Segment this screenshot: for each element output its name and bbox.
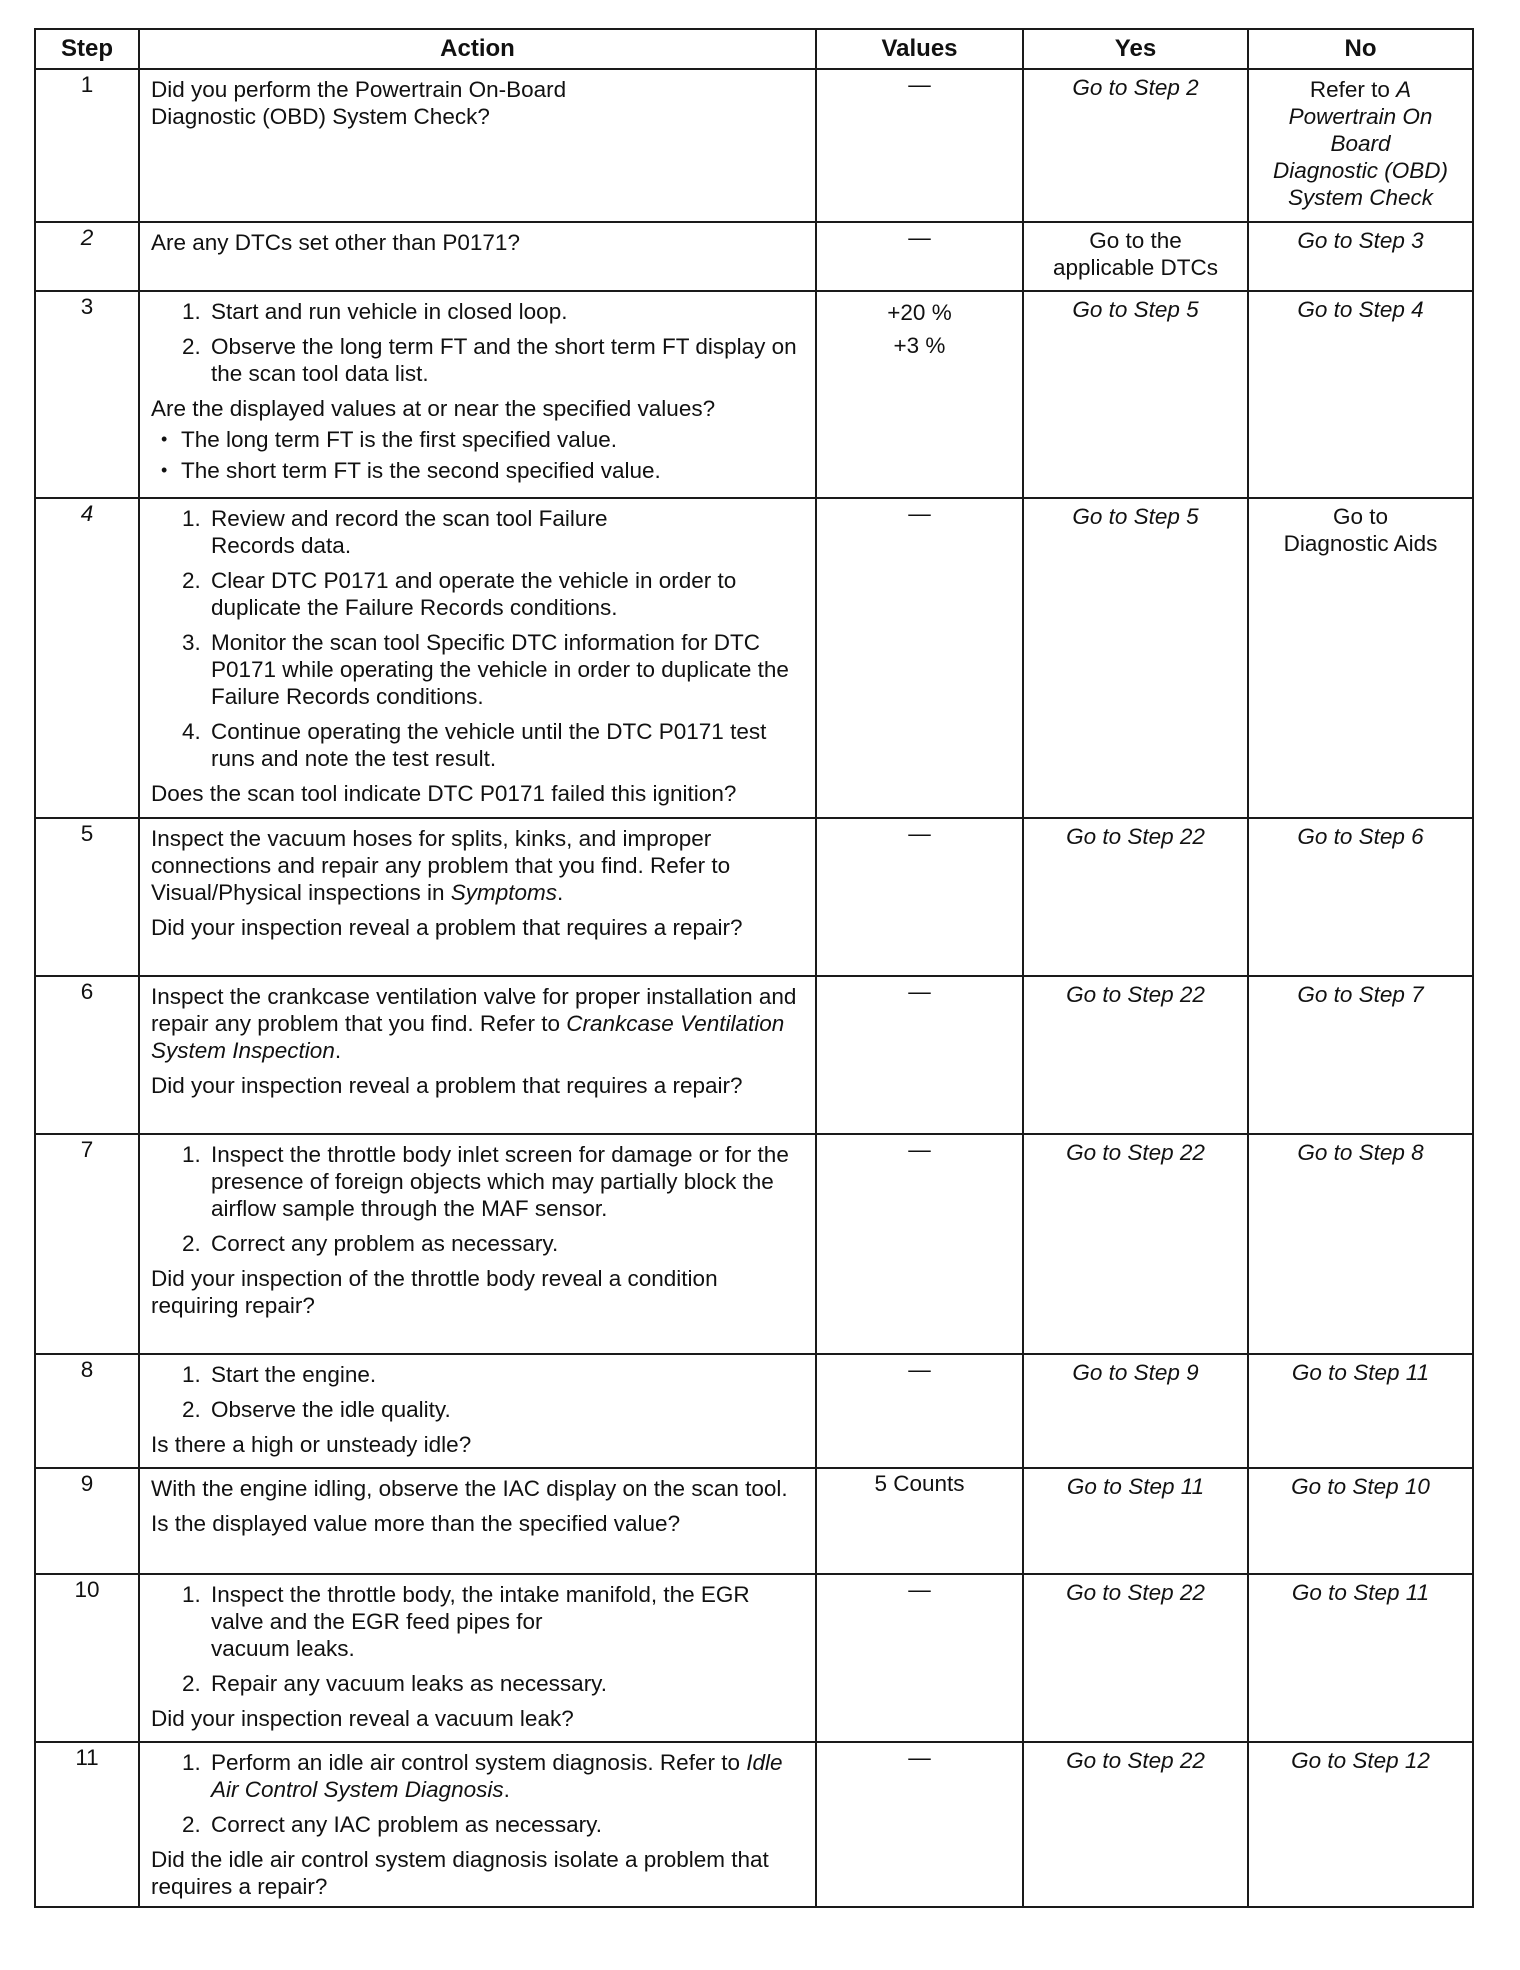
action-step-text: Correct any IAC problem as necessary. (211, 1812, 602, 1837)
action-question: Did you perform the Powertrain On-Board Diagnostic (OBD) System Check? (151, 77, 567, 129)
action-paragraph-end: . (557, 880, 564, 905)
no-cell (1248, 69, 1473, 222)
header-action: Action (139, 29, 816, 69)
step-number: 7 (35, 1134, 139, 1354)
yes-cell: Go to Step 5 (1023, 498, 1248, 818)
action-cell (139, 222, 816, 291)
action-steps (151, 1749, 807, 1838)
action-question: Does the scan tool indicate DTC P0171 failed this ignition? (151, 781, 737, 806)
table-row-step-4 (35, 498, 1473, 818)
step-number: 9 (35, 1468, 139, 1574)
yes-cell: Go to Step 2 (1023, 69, 1248, 222)
action-step-item: 2. Observe the long term FT and the short term FT display on the scan tool data list. (207, 333, 807, 387)
no-cell (1248, 1468, 1473, 1574)
action-cell (139, 291, 816, 498)
table-header-row (35, 29, 1473, 69)
step-number: 8 (35, 1354, 139, 1468)
action-cell (139, 1354, 816, 1468)
header-yes: Yes (1023, 29, 1248, 69)
no-text: Go to Step 11 (1291, 1360, 1430, 1385)
value-short-term-ft: +3 % (893, 333, 946, 358)
action-step-item: 1. Review and record the scan tool Failure Records data. (207, 505, 807, 559)
no-text: Go to Step 7 (1297, 982, 1424, 1007)
action-steps (151, 505, 807, 772)
action-bullet-item: • The long term FT is the first specified value. (181, 426, 807, 453)
action-paragraph-end: . (334, 1038, 342, 1063)
action-step-item: 1. Start the engine. (207, 1361, 807, 1388)
values-cell: — (816, 1742, 1023, 1907)
yes-cell: Go to Step 9 (1023, 1354, 1248, 1468)
action-cell (139, 498, 816, 818)
no-cell (1248, 1134, 1473, 1354)
yes-cell: Go to Step 11 (1023, 1468, 1248, 1574)
action-step-item: 2. Repair any vacuum leaks as necessary. (207, 1670, 807, 1697)
yes-cell: Go to Step 22 (1023, 1134, 1248, 1354)
values-cell: — (816, 69, 1023, 222)
no-cell (1248, 222, 1473, 291)
no-text: Go to Step 4 (1297, 297, 1424, 322)
value-long-term-ft: +20 % (887, 300, 952, 325)
action-steps (151, 1141, 807, 1257)
values-cell: — (816, 976, 1023, 1134)
values-cell: — (816, 1354, 1023, 1468)
no-cell (1248, 818, 1473, 976)
action-step-item: 1. Inspect the throttle body inlet screen for damage or for the presence of foreign objects which may partially block the airflow sample through the MAF sensor. (207, 1141, 807, 1222)
action-steps (151, 1361, 807, 1423)
step-number: 6 (35, 976, 139, 1134)
table-row-step-1 (35, 69, 1473, 222)
action-step-text: Perform an idle air control system diagnosis. Refer to (211, 1750, 747, 1775)
no-text: Go to Step 12 (1291, 1748, 1430, 1773)
yes-cell: Go to the applicable DTCs (1023, 222, 1248, 291)
step-number: 5 (35, 818, 139, 976)
action-step-item: 2. Observe the idle quality. (207, 1396, 807, 1423)
action-cell (139, 1468, 816, 1574)
diagnostic-table (34, 28, 1474, 1908)
action-step-item: 1. Inspect the throttle body, the intake manifold, the EGR valve and the EGR feed pipes for vacuum leaks. (207, 1581, 807, 1662)
action-cell (139, 69, 816, 222)
no-cell (1248, 291, 1473, 498)
action-step-end: . (503, 1777, 510, 1802)
step-number: 2 (35, 222, 139, 291)
step-number: 1 (35, 69, 139, 222)
table-row-step-10 (35, 1574, 1473, 1742)
header-no: No (1248, 29, 1473, 69)
values-cell: — (816, 222, 1023, 291)
table-row-step-3 (35, 291, 1473, 498)
yes-cell: Go to Step 22 (1023, 1742, 1248, 1907)
no-cell (1248, 1574, 1473, 1742)
action-question: Did your inspection reveal a vacuum leak? (151, 1706, 574, 1731)
action-cell (139, 818, 816, 976)
table-row-step-7 (35, 1134, 1473, 1354)
action-reference: Crankcase Ventilation System Inspection (151, 1011, 785, 1063)
yes-cell: Go to Step 22 (1023, 818, 1248, 976)
table-row-step-5 (35, 818, 1473, 976)
action-step-item: 4. Continue operating the vehicle until the DTC P0171 test runs and note the test result. (207, 718, 807, 772)
action-question: Are any DTCs set other than P0171? (151, 230, 520, 255)
action-reference: Symptoms (450, 880, 558, 905)
yes-cell: Go to Step 5 (1023, 291, 1248, 498)
action-step-item (207, 1811, 807, 1838)
no-text: Go to Step 8 (1297, 1140, 1424, 1165)
action-question: Did your inspection reveal a problem that requires a repair? (151, 915, 743, 940)
no-text: Go to Step 6 (1297, 824, 1424, 849)
table-row-step-9 (35, 1468, 1473, 1574)
table-row-step-8 (35, 1354, 1473, 1468)
action-steps (151, 1581, 807, 1697)
action-step-item (207, 1749, 807, 1803)
action-paragraph: With the engine idling, observe the IAC display on the scan tool. (151, 1476, 788, 1501)
table-row-step-11 (35, 1742, 1473, 1907)
action-question: Did your inspection of the throttle body reveal a condition requiring repair? (151, 1266, 718, 1318)
no-cell (1248, 1354, 1473, 1468)
yes-cell: Go to Step 22 (1023, 976, 1248, 1134)
action-paragraph-text: Inspect the crankcase ventilation valve for proper installation and repair any problem that you find. Refer to (151, 984, 797, 1036)
action-paragraph (151, 983, 807, 1064)
action-paragraph (151, 825, 807, 906)
action-cell (139, 1134, 816, 1354)
action-steps (151, 298, 807, 387)
no-text: Go to Step 3 (1297, 228, 1424, 253)
action-step-item: 1. Start and run vehicle in closed loop. (207, 298, 807, 325)
action-paragraph-text: Inspect the vacuum hoses for splits, kinks, and improper connections and repair any problem that you find. Refer to Visual/Physical inspections in (151, 826, 731, 905)
action-step-item: 2. Correct any problem as necessary. (207, 1230, 807, 1257)
action-step-item: 3. Monitor the scan tool Specific DTC information for DTC P0171 while operating the vehicle in order to duplicate the Failure Records conditions. (207, 629, 807, 710)
action-cell (139, 1574, 816, 1742)
diagnostic-table-page (34, 28, 1474, 1908)
action-bullets (151, 426, 807, 484)
no-cell (1248, 1742, 1473, 1907)
yes-cell: Go to Step 22 (1023, 1574, 1248, 1742)
values-cell: — (816, 1134, 1023, 1354)
no-cell (1248, 976, 1473, 1134)
action-cell (139, 976, 816, 1134)
action-bullet-item: • The short term FT is the second specified value. (181, 457, 807, 484)
table-row-step-2 (35, 222, 1473, 291)
step-number: 3 (35, 291, 139, 498)
table-row-step-6 (35, 976, 1473, 1134)
no-cell: Go to Diagnostic Aids (1248, 498, 1473, 818)
values-cell: — (816, 1574, 1023, 1742)
values-cell: — (816, 498, 1023, 818)
action-question: Is the displayed value more than the specified value? (151, 1511, 681, 1536)
step-number: 10 (35, 1574, 139, 1742)
action-step-item: 2. Clear DTC P0171 and operate the vehicle in order to duplicate the Failure Records conditions. (207, 567, 807, 621)
no-text: Go to Step 11 (1291, 1580, 1430, 1605)
action-question: Did your inspection reveal a problem that requires a repair? (151, 1073, 743, 1098)
step-number: 11 (35, 1742, 139, 1907)
header-values: Values (816, 29, 1023, 69)
values-cell (816, 291, 1023, 498)
values-cell: 5 Counts (816, 1468, 1023, 1574)
action-question: Is there a high or unsteady idle? (151, 1432, 472, 1457)
action-question: Did the idle air control system diagnosis isolate a problem that requires a repair? (151, 1847, 769, 1899)
header-step: Step (35, 29, 139, 69)
no-reference: A Powertrain On Board Diagnostic (OBD) System Check (1272, 77, 1449, 210)
action-cell (139, 1742, 816, 1907)
action-reference: Idle Air Control System Diagnosis (211, 1750, 783, 1802)
no-prefix: Refer to (1309, 77, 1397, 102)
step-number: 4 (35, 498, 139, 818)
values-cell: — (816, 818, 1023, 976)
no-text: Go to Step 10 (1291, 1474, 1430, 1499)
action-question: Are the displayed values at or near the specified values? (151, 396, 716, 421)
